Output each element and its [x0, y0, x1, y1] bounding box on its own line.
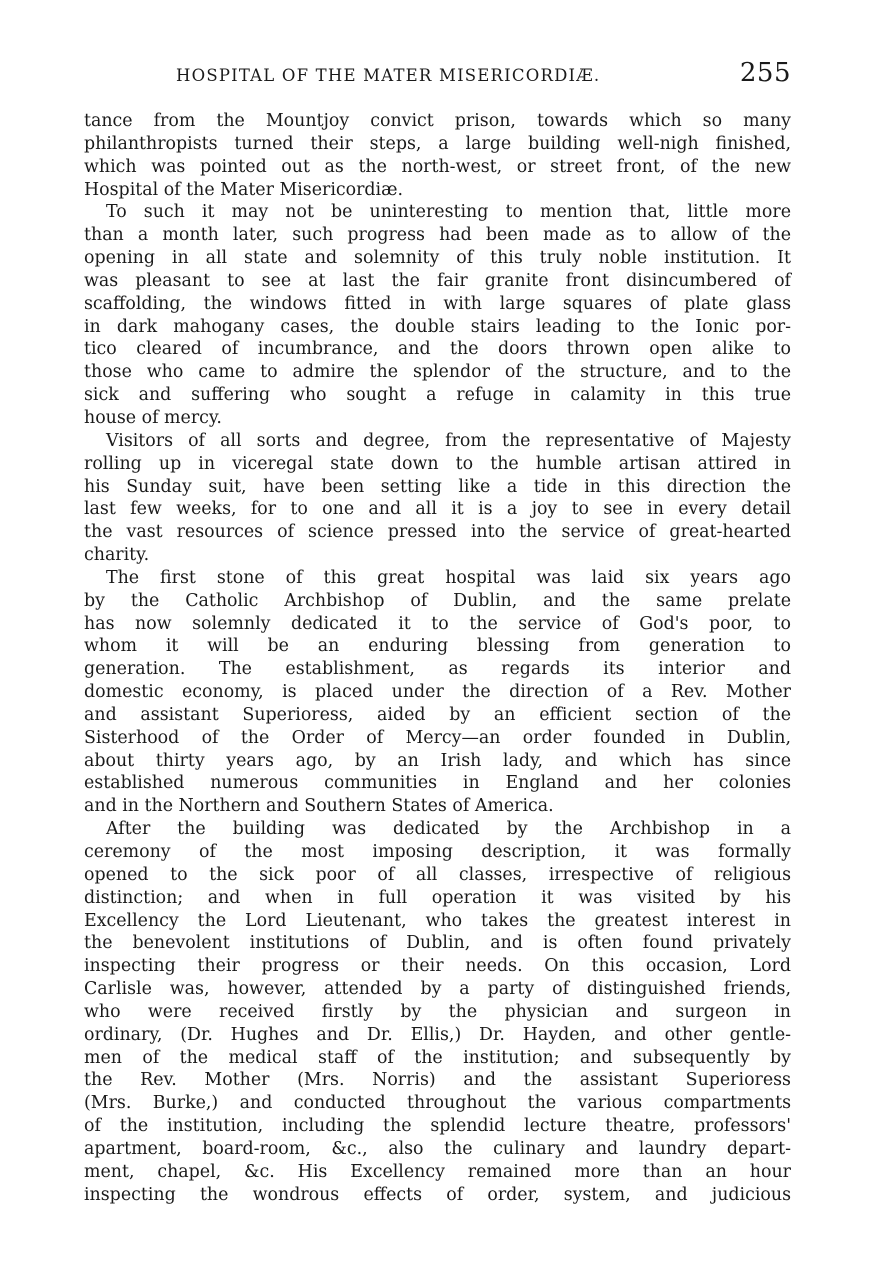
text-line: whom it will be an enduring blessing from generation to	[84, 636, 791, 657]
text-line: those who came to admire the splendor of the structure, and to the	[84, 362, 791, 383]
text-line: Sisterhood of the Order of Mercy—an order founded in Dublin,	[84, 727, 791, 748]
text-line: and in the Northern and Southern States of America.	[84, 796, 554, 817]
text-line: Hospital of the Mater Misericordiæ.	[84, 179, 403, 200]
text-line: The first stone of this great hospital was laid six years ago	[106, 567, 791, 588]
text-line: established numerous communities in England and her colonies	[84, 773, 791, 794]
text-line: about thirty years ago, by an Irish lady, and which has since	[84, 750, 791, 771]
text-line: of the institution, including the splendid lecture theatre, professors'	[84, 1116, 791, 1137]
body-text	[84, 110, 791, 1207]
text-line: (Mrs. Burke,) and conducted throughout the various compartments	[84, 1093, 791, 1114]
page-number: 255	[739, 58, 791, 88]
text-line: men of the medical staff of the institution; and subsequently by	[84, 1047, 791, 1068]
text-line: and assistant Superioress, aided by an efficient section of the	[84, 704, 791, 725]
page-header	[84, 58, 791, 94]
text-line: was pleasant to see at last the fair granite front disincumbered of	[84, 270, 791, 291]
text-line: than a month later, such progress had been made as to allow of the	[84, 225, 791, 246]
text-line: ordinary, (Dr. Hughes and Dr. Ellis,) Dr. Hayden, and other gentle-	[84, 1024, 791, 1045]
text-line: sick and suffering who sought a refuge in calamity in this true	[84, 385, 791, 406]
text-line: domestic economy, is placed under the direction of a Rev. Mother	[84, 682, 791, 703]
text-line: house of mercy.	[84, 407, 222, 428]
text-line: who were received firstly by the physician and surgeon in	[84, 1001, 791, 1022]
text-line: Excellency the Lord Lieutenant, who takes the greatest interest in	[84, 910, 791, 931]
text-line: philanthropists turned their steps, a large building well-nigh finished,	[84, 133, 791, 154]
text-line: scaffolding, the windows fitted in with large squares of plate glass	[84, 293, 791, 314]
text-line: Carlisle was, however, attended by a party of distinguished friends,	[84, 979, 791, 1000]
text-line: inspecting the wondrous effects of order, system, and judicious	[84, 1184, 791, 1205]
text-line: tico cleared of incumbrance, and the doors thrown open alike to	[84, 339, 791, 360]
text-line: ment, chapel, &c. His Excellency remained more than an hour	[84, 1161, 791, 1182]
running-head: HOSPITAL OF THE MATER MISERICORDIÆ.	[176, 66, 601, 85]
text-line: apartment, board-room, &c., also the culinary and laundry depart-	[84, 1138, 791, 1159]
text-line: by the Catholic Archbishop of Dublin, and the same prelate	[84, 590, 791, 611]
text-line: distinction; and when in full operation it was visited by his	[84, 887, 791, 908]
text-line: last few weeks, for to one and all it is a joy to see in every detail	[84, 499, 791, 520]
text-line: opening in all state and solemnity of this truly noble institution. It	[84, 248, 791, 269]
text-line: rolling up in viceregal state down to the humble artisan attired in	[84, 453, 791, 474]
text-line: inspecting their progress or their needs. On this occasion, Lord	[84, 956, 791, 977]
text-line: which was pointed out as the north-west, or street front, of the new	[84, 156, 791, 177]
text-line: opened to the sick poor of all classes, irrespective of religious	[84, 864, 791, 885]
text-line: in dark mahogany cases, the double stairs leading to the Ionic por-	[84, 316, 791, 337]
text-line: the vast resources of science pressed into the service of great-hearted	[84, 522, 791, 543]
text-line: Visitors of all sorts and degree, from the representative of Majesty	[106, 430, 791, 451]
text-line: his Sunday suit, have been setting like a tide in this direction the	[84, 476, 791, 497]
text-line: the Rev. Mother (Mrs. Norris) and the assistant Superioress	[84, 1070, 791, 1091]
text-line: charity.	[84, 545, 150, 566]
text-line: has now solemnly dedicated it to the service of God's poor, to	[84, 613, 791, 634]
text-line: To such it may not be uninteresting to mention that, little more	[106, 202, 791, 223]
text-line: After the building was dedicated by the Archbishop in a	[106, 819, 791, 840]
text-line: tance from the Mountjoy convict prison, towards which so many	[84, 111, 791, 131]
text-line: generation. The establishment, as regards its interior and	[84, 659, 791, 680]
text-line: the benevolent institutions of Dublin, and is often found privately	[84, 933, 791, 954]
text-line: ceremony of the most imposing description, it was formally	[84, 842, 791, 862]
